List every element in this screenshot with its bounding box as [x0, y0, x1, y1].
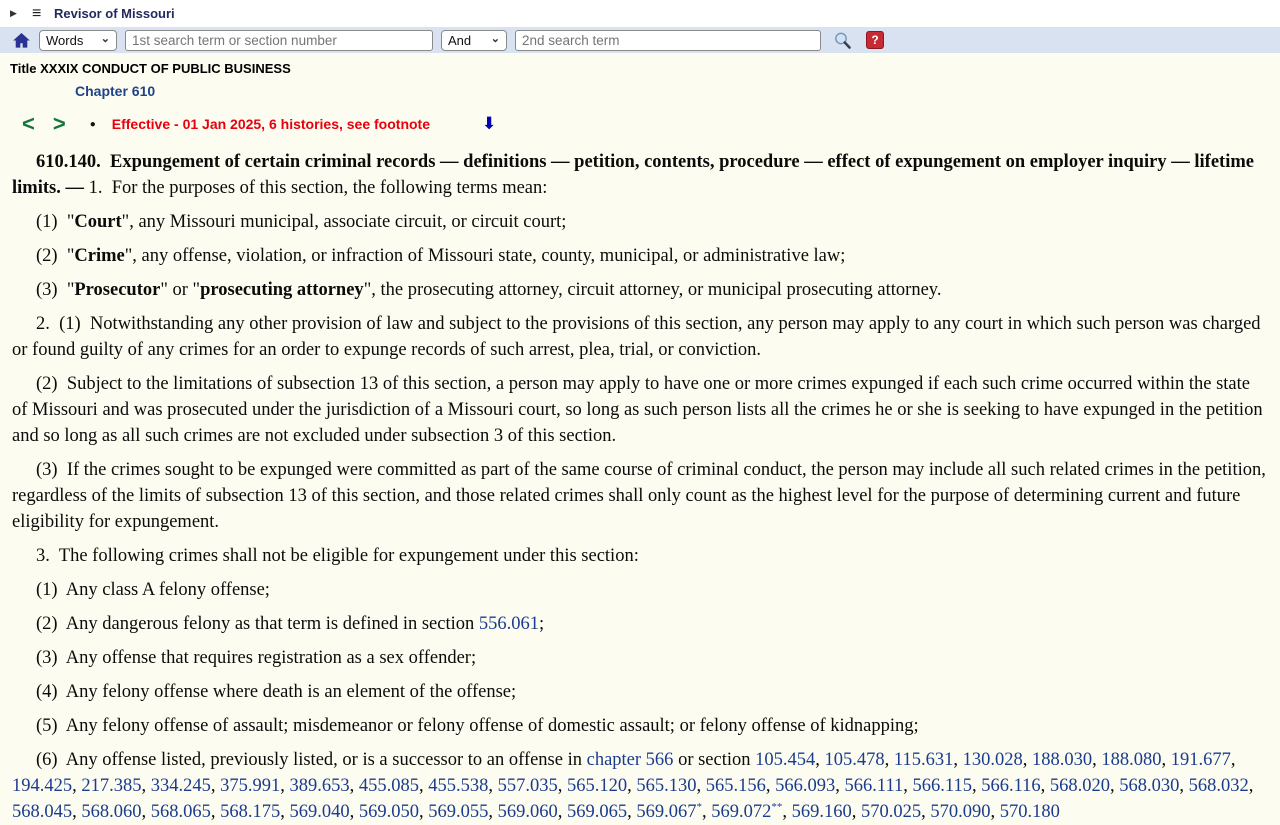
- text-run: ,: [1022, 750, 1032, 770]
- section-link[interactable]: 565.120: [567, 776, 628, 796]
- section-link[interactable]: 566.093: [775, 776, 836, 796]
- text-run: (2) Any dangerous felony as that term is defined in section: [36, 614, 479, 634]
- text-run: (6) Any offense listed, previously listed, or is a successor to an offense in: [36, 750, 587, 770]
- text-run: ,: [141, 776, 151, 796]
- section-link[interactable]: 569.160: [791, 802, 852, 822]
- section-link[interactable]: 569.065: [567, 802, 628, 822]
- text-run: ,: [488, 802, 498, 822]
- text-run: ,: [557, 802, 567, 822]
- text-run: ,: [1248, 776, 1259, 796]
- text-run: ,: [696, 776, 706, 796]
- text-run: ,: [488, 776, 498, 796]
- section-link[interactable]: 191.677: [1170, 750, 1231, 770]
- section-link[interactable]: 130.028: [962, 750, 1023, 770]
- first-search-input[interactable]: [125, 30, 433, 51]
- section-link[interactable]: 375.991: [220, 776, 281, 796]
- search-mode-value: Words: [46, 32, 84, 48]
- section-link[interactable]: 566.111: [844, 776, 904, 796]
- text-run: ,: [953, 750, 963, 770]
- statute-paragraph: [12, 209, 1268, 235]
- text-run: ,: [557, 776, 567, 796]
- text-run: ,: [210, 802, 221, 822]
- statute-paragraph: [12, 277, 1268, 303]
- app-title: Revisor of Missouri: [54, 6, 175, 21]
- text-run: ,: [1161, 750, 1171, 770]
- statute-paragraph: [12, 577, 1268, 603]
- text-run: Court: [74, 212, 122, 232]
- text-run: ,: [884, 750, 894, 770]
- section-link[interactable]: 568.030: [1119, 776, 1180, 796]
- statute-body: [0, 136, 1280, 825]
- text-run: Prosecutor: [74, 280, 161, 300]
- footnote-marker: **: [771, 800, 783, 813]
- text-run: ,: [921, 802, 931, 822]
- text-run: 610.140. Expungement of certain criminal records — definitions — petition, contents, procedure — effect of expungement on employer inquiry — lifetime limits. —: [12, 152, 1259, 198]
- statute-paragraph: [12, 611, 1268, 637]
- statute-paragraph: [12, 149, 1268, 201]
- section-link[interactable]: 566.116: [981, 776, 1041, 796]
- text-run: ,: [280, 802, 290, 822]
- text-run: ", the prosecuting attorney, circuit attorney, or municipal prosecuting attorney.: [363, 280, 942, 300]
- text-run: ,: [280, 776, 290, 796]
- text-run: ,: [815, 750, 825, 770]
- text-run: (3) Any offense that requires registration as a sex offender;: [36, 648, 477, 668]
- section-nav-row: [22, 112, 1280, 136]
- text-run: ", any offense, violation, or infraction of Missouri state, county, municipal, or administrative law;: [124, 246, 846, 266]
- text-run: ;: [539, 614, 545, 634]
- text-run: (1) ": [36, 212, 75, 232]
- text-run: (3) If the crimes sought to be expunged were committed as part of the same course of criminal conduct, the person may include all such related crimes in the petition, regardless of the limits of subsection 13 of this section, and those related crimes shall only count as the highest level for the purpose of determining current and future eligibility for expungement.: [12, 460, 1271, 532]
- text-run: (1) Any class A felony offense;: [36, 580, 270, 600]
- chevron-down-icon: ⌄: [490, 32, 500, 45]
- bullet-icon: ●: [89, 118, 96, 130]
- text-run: or section: [673, 750, 756, 770]
- text-run: ,: [835, 776, 845, 796]
- statute-paragraph: [12, 457, 1271, 535]
- section-link[interactable]: 565.156: [705, 776, 766, 796]
- section-link[interactable]: 568.045: [12, 802, 73, 822]
- text-run: ,: [971, 776, 982, 796]
- text-run: ,: [419, 802, 429, 822]
- section-link[interactable]: 569.067: [636, 802, 697, 822]
- section-link[interactable]: 194.425: [12, 776, 73, 796]
- text-run: ,: [349, 776, 359, 796]
- text-run: ,: [851, 802, 861, 822]
- text-run: Crime: [74, 246, 125, 266]
- section-link[interactable]: 570.180: [999, 802, 1060, 822]
- section-link[interactable]: 557.035: [497, 776, 558, 796]
- section-link[interactable]: 570.025: [861, 802, 922, 822]
- expand-triangle-icon[interactable]: ▶: [10, 8, 17, 18]
- statute-paragraph: [12, 713, 1268, 739]
- search-operator-select[interactable]: [441, 30, 507, 51]
- next-section-button[interactable]: >: [52, 111, 66, 136]
- text-run: 3. The following crimes shall not be eligible for expungement under this section:: [36, 546, 639, 566]
- text-run: ,: [627, 776, 637, 796]
- text-run: ,: [765, 776, 776, 796]
- section-link[interactable]: 569.055: [428, 802, 489, 822]
- text-run: ,: [702, 802, 712, 822]
- search-mode-select[interactable]: [39, 30, 117, 51]
- section-link[interactable]: 188.030: [1031, 750, 1093, 770]
- section-link[interactable]: 568.060: [81, 802, 142, 822]
- window-titlebar: [0, 0, 1280, 27]
- text-run: ,: [1230, 750, 1241, 770]
- section-link[interactable]: 568.065: [150, 802, 211, 822]
- home-icon[interactable]: [12, 31, 31, 50]
- section-link[interactable]: 569.072: [711, 802, 772, 822]
- statute-paragraph: [12, 543, 1268, 569]
- text-run: ,: [782, 802, 792, 822]
- chevron-down-icon: ⌄: [100, 32, 110, 45]
- text-run: (5) Any felony offense of assault; misdemeanor or felony offense of domestic assault; or felony offense of kidnapping;: [36, 716, 919, 736]
- section-link[interactable]: 569.050: [358, 802, 419, 822]
- section-link[interactable]: 568.175: [220, 802, 281, 822]
- text-run: ,: [627, 802, 637, 822]
- statute-paragraph: [12, 645, 1268, 671]
- section-link[interactable]: 569.060: [497, 802, 558, 822]
- jump-to-footnote-arrow-icon[interactable]: ⬇: [482, 114, 497, 134]
- text-run: ,: [1040, 776, 1050, 796]
- text-run: (4) Any felony offense where death is an element of the offense;: [36, 682, 517, 702]
- statute-paragraph: [12, 243, 1268, 269]
- chapter-link[interactable]: Chapter 610: [75, 83, 156, 99]
- section-link[interactable]: 105.454: [755, 750, 816, 770]
- second-search-input[interactable]: [515, 30, 821, 51]
- text-run: prosecuting attorney: [200, 280, 364, 300]
- help-button[interactable]: ?: [866, 31, 884, 49]
- statute-paragraph: [12, 311, 1268, 363]
- text-run: (3) ": [36, 280, 75, 300]
- menu-icon[interactable]: ≡: [32, 4, 42, 22]
- text-run: ,: [1092, 750, 1102, 770]
- section-link[interactable]: 455.538: [428, 776, 489, 796]
- section-link[interactable]: 570.090: [930, 802, 991, 822]
- footnote-marker: *: [696, 800, 702, 813]
- section-link[interactable]: 568.020: [1049, 776, 1111, 796]
- section-link[interactable]: 566.115: [912, 776, 972, 796]
- text-run: ,: [72, 802, 82, 822]
- section-link[interactable]: 217.385: [81, 776, 142, 796]
- section-link[interactable]: 188.080: [1101, 750, 1162, 770]
- section-link[interactable]: 556.061: [478, 614, 539, 634]
- section-link[interactable]: chapter 566: [586, 750, 674, 770]
- section-link[interactable]: 569.040: [289, 802, 350, 822]
- section-link[interactable]: 455.085: [358, 776, 419, 796]
- search-icon[interactable]: [833, 31, 852, 50]
- chapter-line: [0, 76, 1280, 101]
- text-run: ,: [419, 776, 429, 796]
- text-run: ", any Missouri municipal, associate circuit, or circuit court;: [121, 212, 567, 232]
- text-run: 2. (1) Notwithstanding any other provision of law and subject to the provisions of this section, any person may apply to any court in which such person was charged or found guilty of any crimes for an order to expunge records of such arrest, plea, trial, or conviction.: [12, 314, 1266, 360]
- text-run: ,: [903, 776, 913, 796]
- text-run: (2) ": [36, 246, 75, 266]
- statute-title: Title XXXIX CONDUCT OF PUBLIC BUSINESS: [10, 61, 291, 76]
- text-run: ,: [1110, 776, 1120, 796]
- previous-section-button[interactable]: <: [22, 111, 35, 136]
- text-run: ,: [1179, 776, 1189, 796]
- text-run: (2) Subject to the limitations of subsection 13 of this section, a person may apply to have one or more crimes expunged if each such crime occurred within the state of Missouri and was prosecuted under the jurisdiction of a Missouri court, so long as such person lists all the crimes he or she is seeking to have expunged in the petition and so long as all such crimes are not excluded under subsection 3 of this section.: [12, 374, 1268, 446]
- statute-paragraph: [12, 679, 1268, 705]
- search-toolbar: [0, 27, 1280, 53]
- text-run: ,: [141, 802, 151, 822]
- search-operator-value: And: [448, 32, 472, 48]
- text-run: " or ": [160, 280, 201, 300]
- statute-paragraph: [12, 747, 1268, 825]
- text-run: ,: [349, 802, 359, 822]
- section-link[interactable]: 565.130: [636, 776, 697, 796]
- text-run: ,: [210, 776, 221, 796]
- section-link[interactable]: 389.653: [289, 776, 350, 796]
- section-link[interactable]: 568.032: [1188, 776, 1249, 796]
- text-run: 1. For the purposes of this section, the following terms mean:: [88, 178, 548, 198]
- statute-paragraph: [12, 371, 1268, 449]
- effective-note: Effective - 01 Jan 2025, 6 histories, see footnote: [111, 116, 430, 132]
- section-link[interactable]: 115.631: [893, 750, 954, 770]
- text-run: ,: [72, 776, 82, 796]
- text-run: ,: [990, 802, 1000, 822]
- section-link[interactable]: 334.245: [150, 776, 211, 796]
- section-link[interactable]: 105.478: [824, 750, 885, 770]
